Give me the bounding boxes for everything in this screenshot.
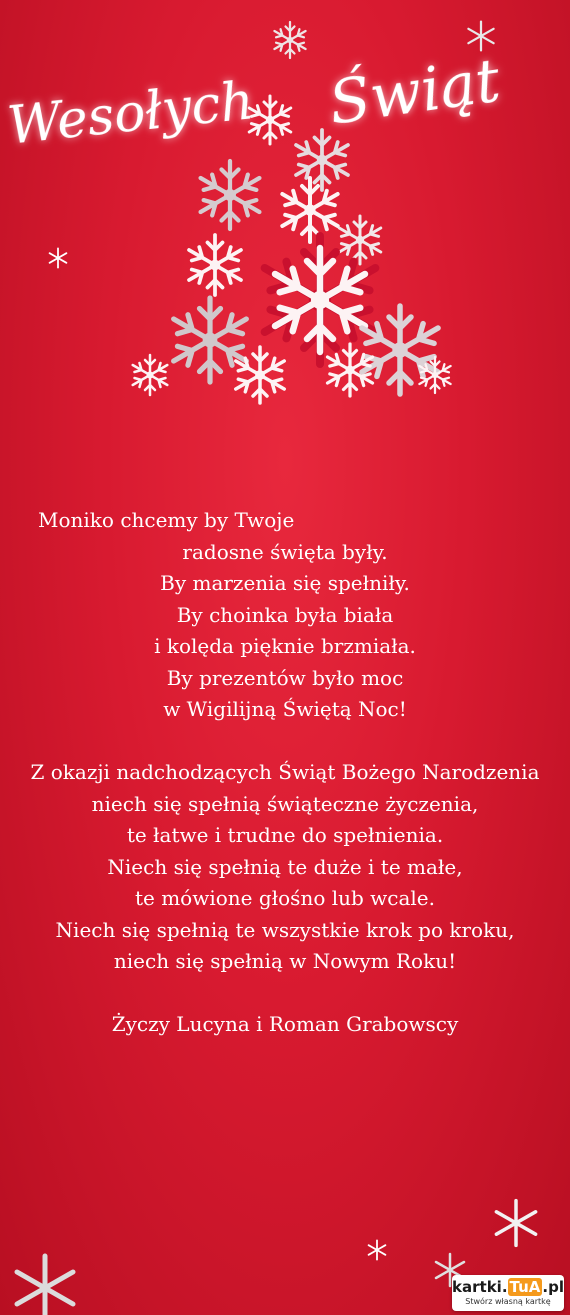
poem-line: niech się spełnią w Nowym Roku!	[113, 949, 457, 973]
kartki-tua-logo-link[interactable]	[452, 1275, 564, 1311]
poem-line: Moniko chcemy by Twoje	[38, 508, 295, 532]
title-word-2: Świąt	[324, 45, 505, 139]
snowflake-icon	[463, 18, 499, 54]
snowflake-icon	[5, 1248, 85, 1315]
poem-line: By choinka była biała	[176, 602, 394, 627]
poem-line: w Wigilijną Świętą Noc!	[163, 697, 407, 721]
poem-line: By prezentów było moc	[166, 665, 404, 690]
snowflake-icon	[365, 1238, 389, 1262]
poem-line: te mówione głośno lub wcale.	[134, 886, 435, 910]
poem-line: i kolęda pięknie brzmiała.	[154, 634, 416, 658]
snowflake-icon	[46, 246, 70, 270]
title-word-1: Wesołych	[4, 71, 257, 157]
poem-line: te łatwe i trudne do spełnienia.	[126, 823, 444, 847]
greeting-poem	[20, 505, 550, 1041]
poem-line: Niech się spełnią te duże i te małe,	[107, 854, 463, 879]
poem-signature: Życzy Lucyna i Roman Grabowscy	[111, 1012, 459, 1036]
poem-line: radosne święta były.	[182, 539, 388, 564]
poem-line: By marzenia się spełniły.	[160, 571, 410, 595]
poem-line: niech się spełnią świąteczne życzenia,	[91, 791, 479, 816]
logo-brand: kartki. TuA .pl	[452, 1278, 564, 1296]
snowflake-icon	[488, 1195, 544, 1251]
logo-tagline: Stwórz własną kartkę	[465, 1297, 551, 1306]
poem-line: Niech się spełnią te wszystkie krok po kroku,	[55, 917, 515, 942]
poem-line: Z okazji nadchodzących Świąt Bożego Narodzenia	[30, 760, 540, 784]
